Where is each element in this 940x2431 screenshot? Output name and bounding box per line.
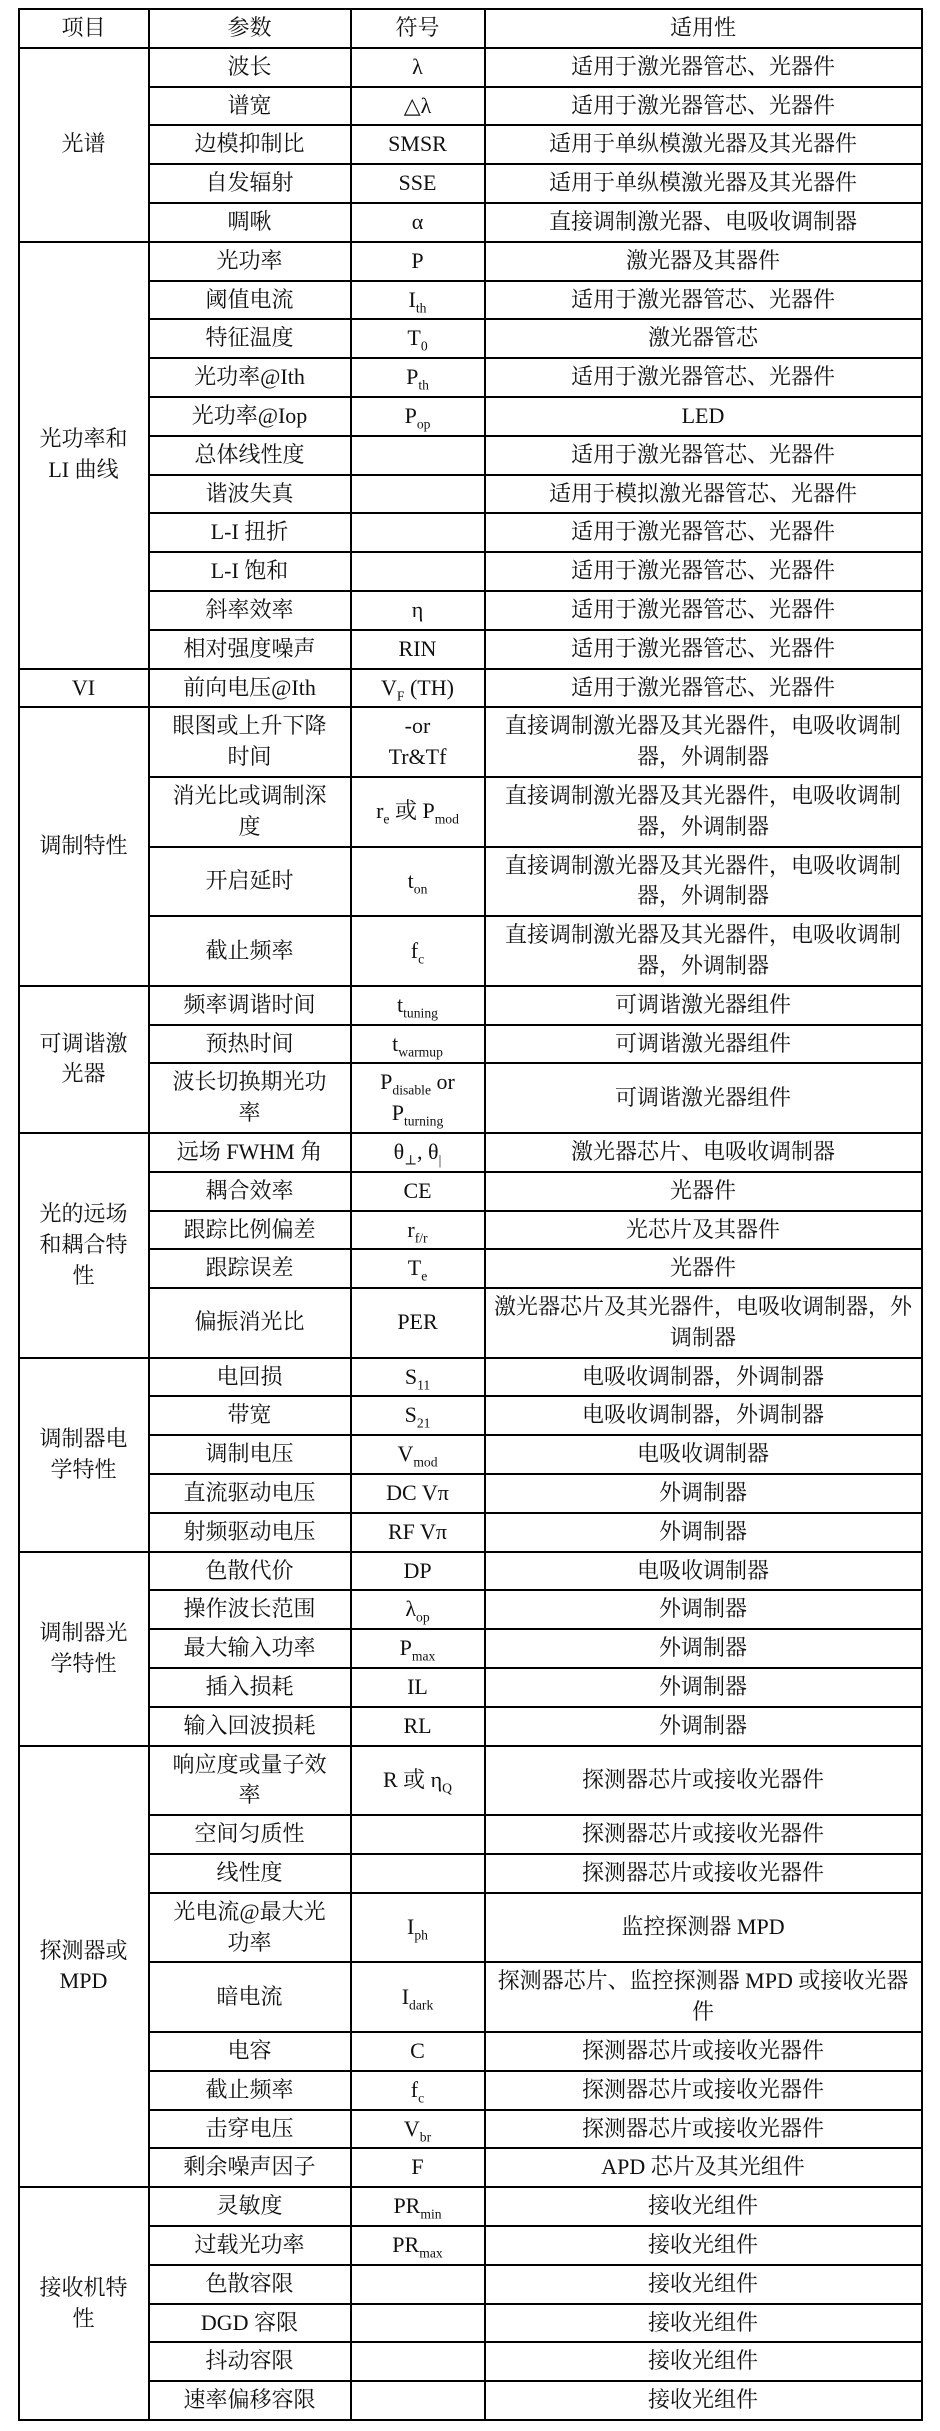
item-cell: 光谱 <box>19 48 149 242</box>
table-row <box>19 1893 922 1963</box>
table-row <box>19 1474 922 1513</box>
symbol-cell: $\theta_\perp$, $\theta_|$ <box>351 1133 485 1172</box>
symbol-cell <box>351 2381 485 2420</box>
parameter-cell: 空间匀质性 <box>149 1815 351 1854</box>
applicability-cell: 激光器芯片、电吸收调制器 <box>485 1133 922 1172</box>
parameter-cell: 耦合效率 <box>149 1172 351 1211</box>
symbol-cell: η <box>351 591 485 630</box>
applicability-cell: 接收光组件 <box>485 2226 922 2265</box>
applicability-cell: 适用于激光器管芯、光器件 <box>485 591 922 630</box>
applicability-cell: 监控探测器 MPD <box>485 1893 922 1963</box>
item-cell: 可调谐激光器 <box>19 986 149 1133</box>
table-row <box>19 986 922 1025</box>
parameter-cell: DGD 容限 <box>149 2304 351 2343</box>
symbol-cell: $P_{op}$ <box>351 397 485 436</box>
symbol-cell: P <box>351 242 485 281</box>
symbol-cell <box>351 1815 485 1854</box>
symbol-cell: $\lambda_{op}$ <box>351 1590 485 1629</box>
symbol-cell: $t_{on}$ <box>351 847 485 917</box>
symbol-cell <box>351 1854 485 1893</box>
table-row <box>19 281 922 320</box>
parameter-cell: 调制电压 <box>149 1435 351 1474</box>
parameter-cell: 谐波失真 <box>149 475 351 514</box>
applicability-cell: 探测器芯片或接收光器件 <box>485 2110 922 2149</box>
table-row <box>19 2381 922 2420</box>
applicability-cell: APD 芯片及其光组件 <box>485 2148 922 2187</box>
applicability-cell: 接收光组件 <box>485 2342 922 2381</box>
table-row <box>19 397 922 436</box>
symbol-cell: △λ <box>351 87 485 126</box>
parameter-cell: 插入损耗 <box>149 1668 351 1707</box>
symbol-cell: $t_{tuning}$ <box>351 986 485 1025</box>
symbol-cell: $I_{ph}$ <box>351 1893 485 1963</box>
symbol-cell: $V_F$ (TH) <box>351 669 485 708</box>
table-row <box>19 358 922 397</box>
symbol-cell: $V_{mod}$ <box>351 1435 485 1474</box>
applicability-cell: 电吸收调制器 <box>485 1552 922 1591</box>
table-row <box>19 319 922 358</box>
applicability-cell: 适用于单纵模激光器及其光器件 <box>485 164 922 203</box>
parameter-cell: 边模抑制比 <box>149 125 351 164</box>
symbol-cell <box>351 2304 485 2343</box>
item-cell: 探测器或 MPD <box>19 1746 149 2188</box>
symbol-cell: $S_{11}$ <box>351 1358 485 1397</box>
table-row <box>19 513 922 552</box>
parameter-cell: 暗电流 <box>149 1962 351 2032</box>
table-row <box>19 2265 922 2304</box>
applicability-cell: 适用于模拟激光器管芯、光器件 <box>485 475 922 514</box>
applicability-cell: 直接调制激光器及其光器件，电吸收调制器，外调制器 <box>485 847 922 917</box>
table-row <box>19 1590 922 1629</box>
parameter-cell: 抖动容限 <box>149 2342 351 2381</box>
header-symbol: 符号 <box>351 9 485 48</box>
symbol-cell: $P_{disable}$ or $P_{turning}$ <box>351 1063 485 1133</box>
parameter-cell: 特征温度 <box>149 319 351 358</box>
parameter-cell: 眼图或上升下降时间 <box>149 707 351 777</box>
symbol-cell: RIN <box>351 630 485 669</box>
parameter-cell: 灵敏度 <box>149 2187 351 2226</box>
symbol-cell: RF Vπ <box>351 1513 485 1552</box>
applicability-cell: 可调谐激光器组件 <box>485 986 922 1025</box>
parameter-cell: 截止频率 <box>149 2071 351 2110</box>
parameter-cell: 预热时间 <box>149 1025 351 1064</box>
table-row <box>19 630 922 669</box>
table-row <box>19 1854 922 1893</box>
table-row <box>19 1133 922 1172</box>
applicability-cell: 适用于激光器管芯、光器件 <box>485 669 922 708</box>
parameter-cell: 响应度或量子效率 <box>149 1746 351 1816</box>
applicability-cell: 外调制器 <box>485 1513 922 1552</box>
parameter-cell: 波长 <box>149 48 351 87</box>
table-row <box>19 1435 922 1474</box>
symbol-cell: $f_c$ <box>351 916 485 986</box>
applicability-cell: 探测器芯片或接收光器件 <box>485 1854 922 1893</box>
parameter-cell: 过载光功率 <box>149 2226 351 2265</box>
parameter-cell: 电回损 <box>149 1358 351 1397</box>
symbol-cell <box>351 513 485 552</box>
applicability-cell: 可调谐激光器组件 <box>485 1025 922 1064</box>
table-row <box>19 2304 922 2343</box>
parameter-cell: 啁啾 <box>149 203 351 242</box>
symbol-cell: $T_e$ <box>351 1249 485 1288</box>
applicability-cell: 光芯片及其器件 <box>485 1211 922 1250</box>
parameter-cell: 操作波长范围 <box>149 1590 351 1629</box>
parameter-cell: L-I 扭折 <box>149 513 351 552</box>
item-cell: 调制特性 <box>19 707 149 985</box>
symbol-cell: $r_{f/r}$ <box>351 1211 485 1250</box>
parameter-cell: 光功率@Ith <box>149 358 351 397</box>
parameter-cell: 相对强度噪声 <box>149 630 351 669</box>
table-row <box>19 1288 922 1358</box>
item-cell: 光功率和 LI 曲线 <box>19 242 149 669</box>
applicability-cell: 适用于激光器管芯、光器件 <box>485 552 922 591</box>
symbol-cell: C <box>351 2032 485 2071</box>
parameter-cell: 色散容限 <box>149 2265 351 2304</box>
applicability-cell: 接收光组件 <box>485 2187 922 2226</box>
parameter-cell: 频率调谐时间 <box>149 986 351 1025</box>
symbol-cell: $I_{th}$ <box>351 281 485 320</box>
parameter-cell: 谱宽 <box>149 87 351 126</box>
table-row <box>19 1025 922 1064</box>
symbol-cell: $S_{21}$ <box>351 1396 485 1435</box>
applicability-cell: 适用于激光器管芯、光器件 <box>485 630 922 669</box>
table-row <box>19 707 922 777</box>
parameter-cell: 跟踪比例偏差 <box>149 1211 351 1250</box>
symbol-cell <box>351 2265 485 2304</box>
item-cell: 光的远场和耦合特性 <box>19 1133 149 1358</box>
applicability-cell: 直接调制激光器及其光器件，电吸收调制器，外调制器 <box>485 777 922 847</box>
item-cell: 调制器光学特性 <box>19 1552 149 1746</box>
applicability-cell: 激光器管芯 <box>485 319 922 358</box>
header-row <box>19 9 922 48</box>
table-row <box>19 2187 922 2226</box>
table-row <box>19 242 922 281</box>
symbol-cell: $P_{th}$ <box>351 358 485 397</box>
parameter-cell: 自发辐射 <box>149 164 351 203</box>
applicability-cell: 激光器芯片及其光器件，电吸收调制器，外调制器 <box>485 1288 922 1358</box>
symbol-cell: $r_e$ 或 $P_{mod}$ <box>351 777 485 847</box>
applicability-cell: LED <box>485 397 922 436</box>
parameter-cell: 开启延时 <box>149 847 351 917</box>
table-row <box>19 552 922 591</box>
applicability-cell: 探测器芯片或接收光器件 <box>485 2071 922 2110</box>
symbol-cell: IL <box>351 1668 485 1707</box>
symbol-cell <box>351 552 485 591</box>
table-row <box>19 125 922 164</box>
table-row <box>19 436 922 475</box>
symbol-cell: $PR_{max}$ <box>351 2226 485 2265</box>
applicability-cell: 激光器及其器件 <box>485 242 922 281</box>
symbol-cell: DC Vπ <box>351 1474 485 1513</box>
parameter-cell: 光电流@最大光功率 <box>149 1893 351 1963</box>
parameter-cell: 剩余噪声因子 <box>149 2148 351 2187</box>
parameter-cell: 色散代价 <box>149 1552 351 1591</box>
table-row <box>19 2148 922 2187</box>
applicability-cell: 探测器芯片、监控探测器 MPD 或接收光器件 <box>485 1962 922 2032</box>
parameter-cell: 阈值电流 <box>149 281 351 320</box>
table-row <box>19 1668 922 1707</box>
table-row <box>19 2342 922 2381</box>
symbol-cell: $PR_{min}$ <box>351 2187 485 2226</box>
applicability-cell: 电吸收调制器，外调制器 <box>485 1358 922 1397</box>
symbol-cell: $I_{dark}$ <box>351 1962 485 2032</box>
parameter-cell: 速率偏移容限 <box>149 2381 351 2420</box>
symbol-cell: SMSR <box>351 125 485 164</box>
table-row <box>19 2071 922 2110</box>
parameter-cell: 跟踪误差 <box>149 1249 351 1288</box>
applicability-cell: 外调制器 <box>485 1629 922 1668</box>
parameter-cell: 波长切换期光功率 <box>149 1063 351 1133</box>
table-row <box>19 1063 922 1133</box>
applicability-cell: 可调谐激光器组件 <box>485 1063 922 1133</box>
applicability-cell: 适用于单纵模激光器及其光器件 <box>485 125 922 164</box>
parameter-cell: 消光比或调制深度 <box>149 777 351 847</box>
table-row <box>19 164 922 203</box>
table-row <box>19 1211 922 1250</box>
symbol-cell: R 或 $\eta_Q$ <box>351 1746 485 1816</box>
applicability-cell: 电吸收调制器 <box>485 1435 922 1474</box>
table-row <box>19 1172 922 1211</box>
applicability-cell: 外调制器 <box>485 1668 922 1707</box>
parameter-cell: 总体线性度 <box>149 436 351 475</box>
symbol-cell: $V_{br}$ <box>351 2110 485 2149</box>
parameter-cell: 截止频率 <box>149 916 351 986</box>
applicability-cell: 适用于激光器管芯、光器件 <box>485 281 922 320</box>
parameter-cell: L-I 饱和 <box>149 552 351 591</box>
applicability-cell: 光器件 <box>485 1249 922 1288</box>
applicability-cell: 探测器芯片或接收光器件 <box>485 1815 922 1854</box>
table-row <box>19 475 922 514</box>
applicability-cell: 适用于激光器管芯、光器件 <box>485 48 922 87</box>
applicability-cell: 直接调制激光器、电吸收调制器 <box>485 203 922 242</box>
applicability-cell: 直接调制激光器及其光器件，电吸收调制器，外调制器 <box>485 916 922 986</box>
header-item: 项目 <box>19 9 149 48</box>
symbol-cell: $T_0$ <box>351 319 485 358</box>
table-row <box>19 1746 922 1816</box>
symbol-cell: SSE <box>351 164 485 203</box>
table-row <box>19 1962 922 2032</box>
header-applicability: 适用性 <box>485 9 922 48</box>
symbol-cell: -or Tr&Tf <box>351 707 485 777</box>
parameter-cell: 前向电压@Ith <box>149 669 351 708</box>
parameter-cell: 远场 FWHM 角 <box>149 1133 351 1172</box>
table-row <box>19 916 922 986</box>
applicability-cell: 外调制器 <box>485 1474 922 1513</box>
symbol-cell: $t_{warmup}$ <box>351 1025 485 1064</box>
table-row <box>19 1552 922 1591</box>
parameters-table <box>18 8 923 2421</box>
table-row <box>19 1513 922 1552</box>
applicability-cell: 适用于激光器管芯、光器件 <box>485 87 922 126</box>
item-cell: 调制器电学特性 <box>19 1358 149 1552</box>
table-row <box>19 777 922 847</box>
item-cell: 接收机特性 <box>19 2187 149 2420</box>
parameter-cell: 射频驱动电压 <box>149 1513 351 1552</box>
header-parameter: 参数 <box>149 9 351 48</box>
parameter-cell: 输入回波损耗 <box>149 1707 351 1746</box>
table-row <box>19 48 922 87</box>
symbol-cell: RL <box>351 1707 485 1746</box>
applicability-cell: 接收光组件 <box>485 2265 922 2304</box>
table-row <box>19 1396 922 1435</box>
symbol-cell: $f_c$ <box>351 2071 485 2110</box>
table-row <box>19 2032 922 2071</box>
table-row <box>19 1815 922 1854</box>
symbol-cell <box>351 475 485 514</box>
table-row <box>19 669 922 708</box>
table-row <box>19 591 922 630</box>
applicability-cell: 接收光组件 <box>485 2381 922 2420</box>
applicability-cell: 探测器芯片或接收光器件 <box>485 2032 922 2071</box>
symbol-cell: α <box>351 203 485 242</box>
applicability-cell: 适用于激光器管芯、光器件 <box>485 436 922 475</box>
symbol-cell: CE <box>351 1172 485 1211</box>
parameter-cell: 线性度 <box>149 1854 351 1893</box>
applicability-cell: 外调制器 <box>485 1590 922 1629</box>
symbol-cell <box>351 2342 485 2381</box>
item-cell: VI <box>19 669 149 708</box>
table-row <box>19 203 922 242</box>
parameter-cell: 光功率 <box>149 242 351 281</box>
parameter-cell: 电容 <box>149 2032 351 2071</box>
symbol-cell: DP <box>351 1552 485 1591</box>
symbol-cell: $P_{max}$ <box>351 1629 485 1668</box>
applicability-cell: 探测器芯片或接收光器件 <box>485 1746 922 1816</box>
symbol-cell: λ <box>351 48 485 87</box>
parameter-cell: 斜率效率 <box>149 591 351 630</box>
parameter-cell: 直流驱动电压 <box>149 1474 351 1513</box>
parameter-cell: 光功率@Iop <box>149 397 351 436</box>
parameter-cell: 最大输入功率 <box>149 1629 351 1668</box>
applicability-cell: 光器件 <box>485 1172 922 1211</box>
parameter-cell: 带宽 <box>149 1396 351 1435</box>
table-row <box>19 87 922 126</box>
table-row <box>19 1707 922 1746</box>
table-row <box>19 847 922 917</box>
table-row <box>19 1249 922 1288</box>
table-row <box>19 1629 922 1668</box>
applicability-cell: 外调制器 <box>485 1707 922 1746</box>
symbol-cell <box>351 436 485 475</box>
table-row <box>19 1358 922 1397</box>
applicability-cell: 适用于激光器管芯、光器件 <box>485 513 922 552</box>
table-row <box>19 2110 922 2149</box>
applicability-cell: 电吸收调制器，外调制器 <box>485 1396 922 1435</box>
table-row <box>19 2226 922 2265</box>
symbol-cell: F <box>351 2148 485 2187</box>
applicability-cell: 接收光组件 <box>485 2304 922 2343</box>
applicability-cell: 直接调制激光器及其光器件，电吸收调制器，外调制器 <box>485 707 922 777</box>
parameter-cell: 偏振消光比 <box>149 1288 351 1358</box>
applicability-cell: 适用于激光器管芯、光器件 <box>485 358 922 397</box>
parameter-cell: 击穿电压 <box>149 2110 351 2149</box>
symbol-cell: PER <box>351 1288 485 1358</box>
